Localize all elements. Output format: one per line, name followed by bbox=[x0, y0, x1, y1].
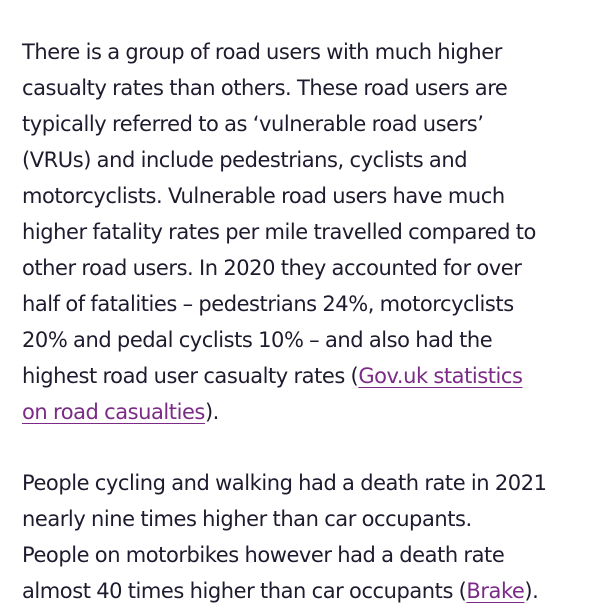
text-segment: ). bbox=[524, 579, 539, 603]
text-line bbox=[22, 394, 601, 430]
brake-link[interactable]: Brake bbox=[466, 579, 525, 603]
govuk-statistics-link-continued[interactable]: on road casualties bbox=[22, 400, 205, 424]
text-line: motorcyclists. Vulnerable road users have much bbox=[22, 184, 505, 208]
text-segment: highest road user casualty rates ( bbox=[22, 364, 359, 388]
text-segment: ). bbox=[204, 400, 219, 424]
text-line: nearly nine times higher than car occupants. bbox=[22, 507, 472, 531]
text-line: other road users. In 2020 they accounted for over bbox=[22, 256, 522, 280]
text-line: (VRUs) and include pedestrians, cyclists and bbox=[22, 148, 468, 172]
text-line bbox=[22, 573, 601, 609]
text-line: higher fatality rates per mile travelled compared to bbox=[22, 220, 536, 244]
text-line: half of fatalities – pedestrians 24%, motorcyclists bbox=[22, 292, 514, 316]
paragraph-vulnerable-road-users bbox=[22, 34, 601, 430]
text-line: There is a group of road users with much higher bbox=[22, 40, 502, 64]
text-segment: almost 40 times higher than car occupants ( bbox=[22, 579, 467, 603]
text-line: People cycling and walking had a death rate in 2021 bbox=[22, 471, 547, 495]
paragraph-death-rates bbox=[22, 465, 601, 609]
text-line: typically referred to as ‘vulnerable road users’ bbox=[22, 112, 484, 136]
text-line: casualty rates than others. These road users are bbox=[22, 76, 508, 100]
article-body bbox=[22, 34, 601, 609]
text-line bbox=[22, 358, 601, 394]
govuk-statistics-link[interactable]: Gov.uk statistics bbox=[358, 364, 523, 388]
text-line: 20% and pedal cyclists 10% – and also had the bbox=[22, 328, 493, 352]
text-line: People on motorbikes however had a death rate bbox=[22, 543, 505, 567]
